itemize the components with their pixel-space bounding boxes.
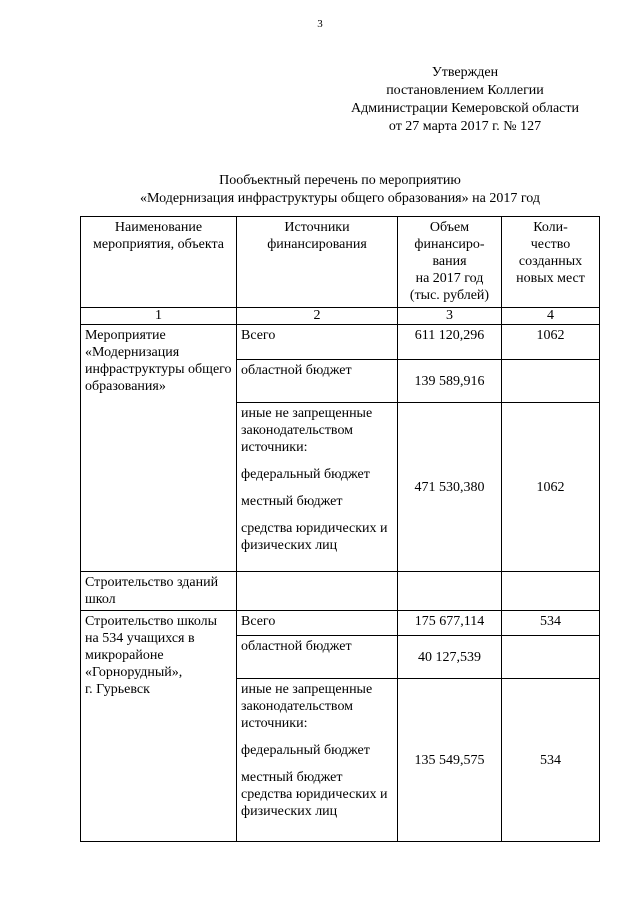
volume-regional: 40 127,539: [398, 636, 502, 679]
title-line-2: «Модернизация инфраструктуры общего образования» на 2017 год: [140, 191, 540, 206]
source-other-label: иные не запрещенные законодательством источники:: [241, 682, 373, 731]
approval-block: [340, 64, 590, 136]
header-volume: [398, 217, 502, 308]
source-other: [237, 403, 398, 572]
title-line-1: Пообъектный перечень по мероприятию: [219, 173, 461, 188]
approval-line-2: постановлением Коллегии: [386, 83, 544, 98]
table-row: [81, 325, 600, 360]
places-total: 1062: [502, 325, 600, 360]
source-regional: областной бюджет: [237, 360, 398, 403]
places-regional: [502, 360, 600, 403]
source-local: местный бюджет: [241, 494, 343, 509]
source-other: [237, 679, 398, 842]
header-sources: Источники финансирования: [237, 217, 398, 308]
funding-table: [80, 216, 600, 842]
column-number: 3: [398, 308, 502, 325]
volume-total: 175 677,114: [398, 611, 502, 636]
approval-line-4: от 27 марта 2017 г. № 127: [388, 119, 542, 134]
column-number: 2: [237, 308, 398, 325]
source-regional: областной бюджет: [237, 636, 398, 679]
header-volume-line: на 2017 год: [415, 271, 484, 286]
object-name-main: Строительство школы на 534 учащихся в микрорайоне «Горнорудный»,: [85, 614, 218, 680]
column-number: 4: [502, 308, 600, 325]
approval-line-1: Утвержден: [431, 65, 499, 80]
header-volume-line: (тыс. рублей): [409, 288, 490, 303]
header-places-line: созданных: [518, 254, 583, 269]
header-places-line: чество: [530, 237, 571, 252]
source-other-label: иные не запрещенные законодательством источники:: [241, 406, 373, 455]
page-number: 3: [317, 18, 323, 30]
places-total: 534: [502, 611, 600, 636]
places-regional: [502, 636, 600, 679]
event-name: Мероприятие «Модернизация инфраструктуры общего образования»: [81, 325, 237, 572]
column-number: 1: [81, 308, 237, 325]
object-name: [81, 611, 237, 842]
table-row: [81, 572, 600, 611]
header-places-line: Коли-: [533, 220, 568, 235]
document-title: [80, 172, 600, 208]
table-row: [81, 611, 600, 636]
source-local: местный бюджет: [241, 770, 343, 785]
section-name: Строительство зданий школ: [81, 572, 237, 611]
volume-total: 611 120,296: [398, 325, 502, 360]
header-name: Наименование мероприятия, объекта: [81, 217, 237, 308]
header-volume-line: вания: [432, 254, 467, 269]
volume-regional: 139 589,916: [398, 360, 502, 403]
table-header-row: [81, 217, 600, 308]
header-volume-line: Объем: [429, 220, 470, 235]
source-federal: федеральный бюджет: [241, 467, 370, 482]
volume-federal: 471 530,380: [398, 403, 502, 572]
empty-cell: [237, 572, 398, 611]
volume-federal: 135 549,575: [398, 679, 502, 842]
header-volume-line: финансиро-: [414, 237, 485, 252]
empty-cell: [502, 572, 600, 611]
source-total: Всего: [237, 325, 398, 360]
object-name-city: г. Гурьевск: [85, 682, 150, 697]
empty-cell: [398, 572, 502, 611]
header-places-line: новых мест: [516, 271, 585, 286]
header-places: [502, 217, 600, 308]
source-legal: средства юридических и физических лиц: [241, 787, 388, 819]
source-legal: средства юридических и физических лиц: [241, 521, 388, 553]
places-federal: 1062: [502, 403, 600, 572]
source-total: Всего: [237, 611, 398, 636]
column-number-row: [81, 308, 600, 325]
source-federal: федеральный бюджет: [241, 743, 370, 758]
places-federal: 534: [502, 679, 600, 842]
approval-line-3: Администрации Кемеровской области: [351, 101, 579, 116]
